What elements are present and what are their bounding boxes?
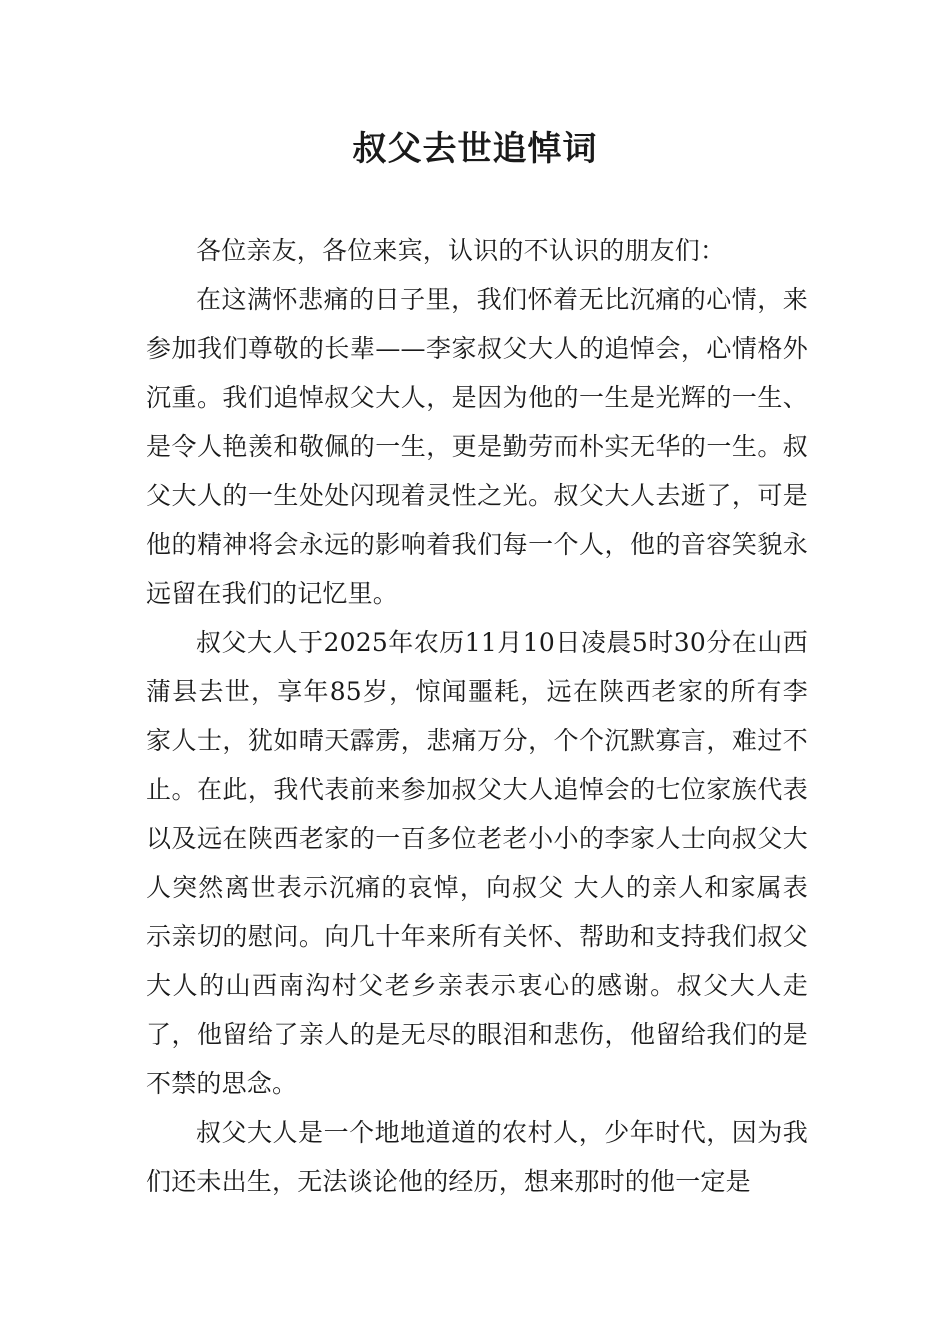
paragraph-greeting: 各位亲友，各位来宾，认识的不认识的朋友们： <box>196 236 726 265</box>
paragraph-introduction: 在这满怀悲痛的日子里，我们怀着无比沉痛的心情，来参加我们尊敬的长辈——李家叔父大人的追悼会，心情格外沉重。我们追悼叔父大人，是因为他的一生是光辉的一生、是令人艳羡和敬佩的一生，更是勤劳而朴实无华的一生。叔父大人的一生处处闪现着灵性之光。叔父大人去逝了，可是他的精神将会永远的影响着我们每一个人，他的音容笑貌永远留在我们的记忆里。 <box>146 285 808 608</box>
paragraph-passing-notice: 叔父大人于2025年农历11月10日凌晨5时30分在山西蒲县去世，享年85岁，惊闻噩耗，远在陕西老家的所有李家人士，犹如晴天霹雳，悲痛万分，个个沉默寡言，难过不止。在此，我代表前来参加叔父大人追悼会的七位家族代表以及远在陕西老家的一百多位老老小小的李家人士向叔父大人突然离世表示沉痛的哀悼，向叔父 大人的亲人和家属表示亲切的慰问。向几十年来所有关怀、帮助和支持我们叔父大人的山西南沟村父老乡亲表示衷心的感谢。叔父大人走了，他留给了亲人的是无尽的眼泪和悲伤，他留给我们的是不禁的思念。 <box>146 628 808 1098</box>
document-title: 叔父去世追悼词 <box>352 129 598 169</box>
paragraph-life-story: 叔父大人是一个地地道道的农村人，少年时代，因为我们还未出生，无法谈论他的经历，想来那时的他一定是 <box>146 1118 808 1196</box>
document-body <box>146 226 808 1206</box>
